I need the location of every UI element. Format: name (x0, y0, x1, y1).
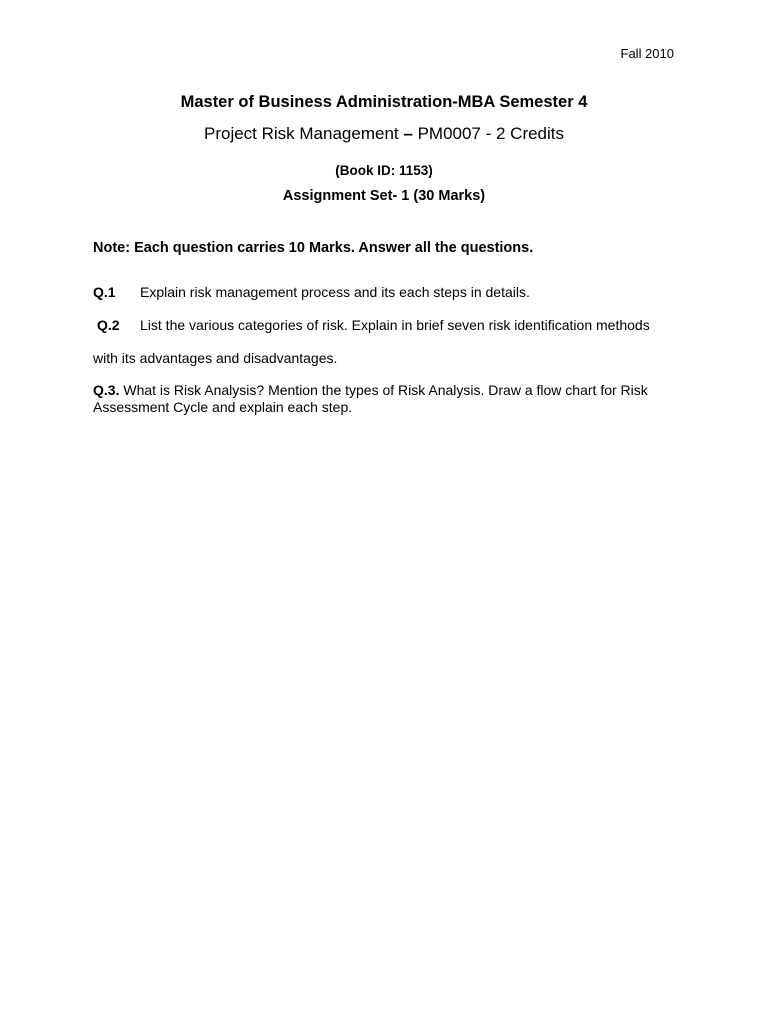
question-1 (93, 284, 530, 301)
course-name: Project Risk Management (203, 124, 399, 143)
program-title: Master of Business Administration-MBA Semester 4 (180, 93, 588, 111)
instructions-note: Note: Each question carries 10 Marks. Answer all the questions. (93, 240, 534, 256)
question-text: Explain risk management process and its each steps in details. (140, 284, 530, 300)
question-text: List the various categories of risk. Explain in brief seven risk identification methods (140, 317, 650, 333)
question-2-continuation: with its advantages and disadvantages. (93, 350, 338, 366)
question-number: Q.3. (93, 382, 120, 398)
course-title (0, 124, 768, 144)
question-text: What is Risk Analysis? Mention the types of Risk Analysis. Draw a flow chart for Risk Assessment Cycle and explain each step. (93, 382, 648, 415)
question-number: Q.1 (93, 284, 116, 300)
book-id: (Book ID: 1153) (335, 163, 433, 178)
assignment-set-title: Assignment Set- 1 (30 Marks) (282, 188, 486, 204)
question-2 (97, 317, 650, 334)
course-code: PM0007 - 2 Credits (417, 124, 565, 143)
term-label: Fall 2010 (620, 46, 674, 61)
question-number: Q.2 (97, 317, 120, 333)
question-3 (93, 382, 673, 416)
course-dash: – (403, 124, 413, 143)
